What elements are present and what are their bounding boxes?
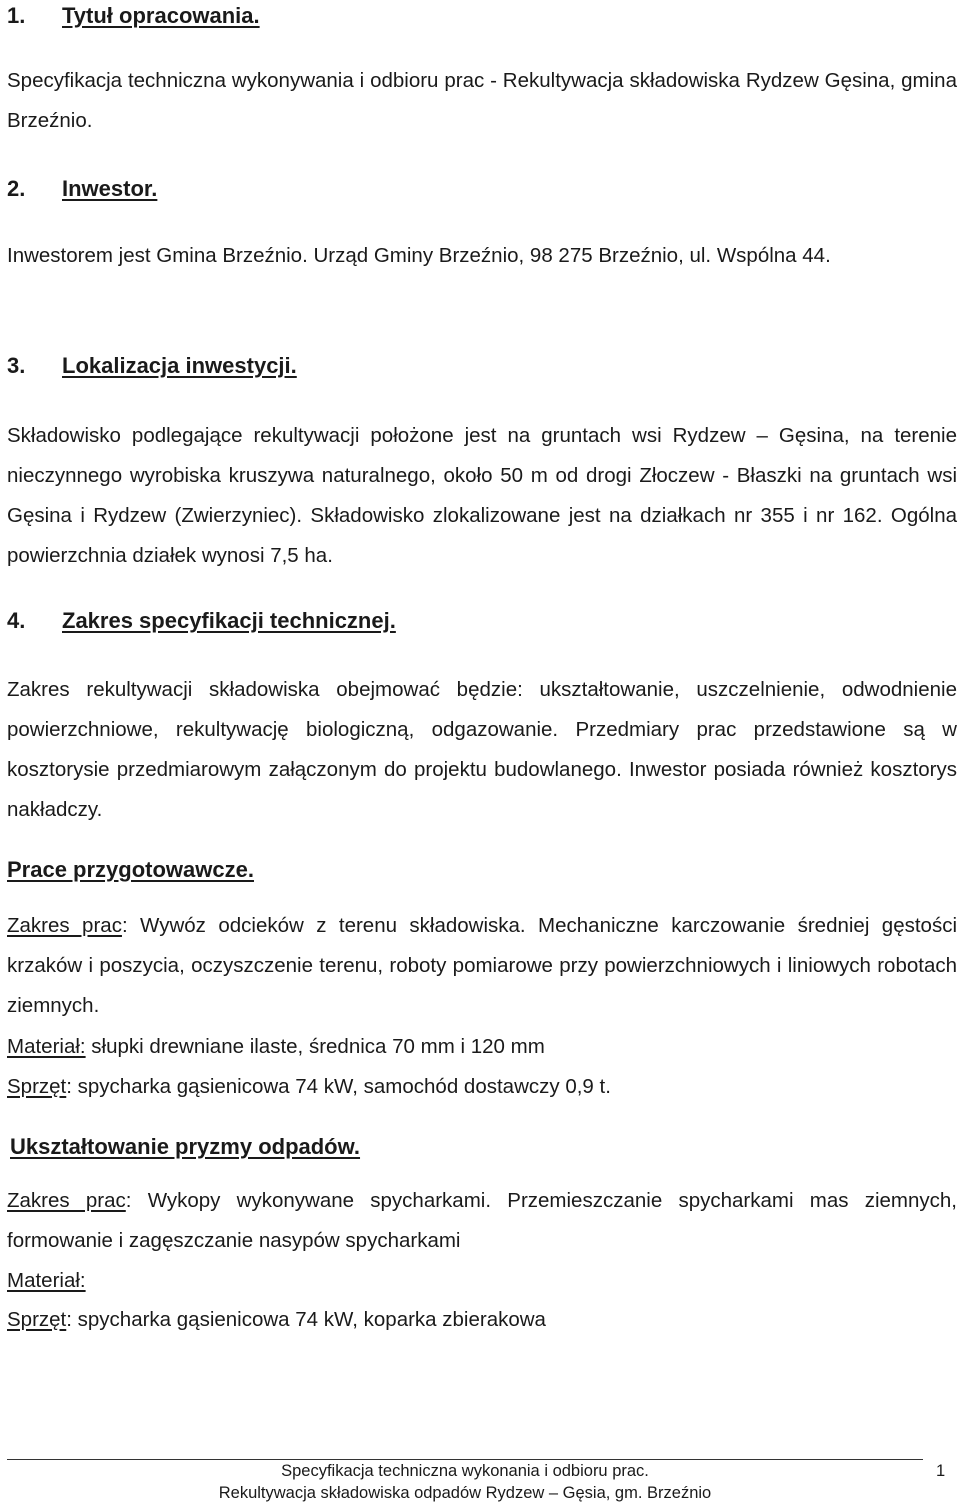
section-1-heading [7,3,957,29]
section-3-heading [7,353,957,379]
section-number: 1. [7,3,26,28]
section-title: Zakres specyfikacji technicznej. [62,608,396,633]
prep-works-title: Prace przygotowawcze. [7,857,254,882]
equipment-text: : spycharka gąsienicowa 74 kW, samochód dostawczy 0,9 t. [66,1075,611,1098]
prep-equipment [7,1067,957,1107]
footer-line-1: Specyfikacja techniczna wykonania i odbioru prac. [281,1462,649,1480]
section-title: Inwestor. [62,176,158,201]
material-label: Materiał: [7,1269,86,1292]
page-number: 1 [936,1462,946,1480]
section-title: Lokalizacja inwestycji. [62,353,297,378]
section-number: 4. [7,608,26,633]
scope-label: Zakres prac [7,1189,126,1212]
section-number: 3. [7,353,26,378]
material-label: Materiał: [7,1035,86,1058]
scope-label: Zakres prac [7,914,122,937]
scope-text: : Wywóz odcieków z terenu składowiska. Mechaniczne karczowanie średniej gęstości krzaków i poszycia, oczyszczenie terenu, roboty pomiarowe przy powierzchniowych i liniowych robotach ziemnych. [7,914,957,1017]
section-number: 2. [7,176,26,201]
section-title: Tytuł opracowania. [62,3,260,28]
section-2-heading [7,176,957,202]
shaping-material [7,1261,957,1301]
prep-works-heading [7,857,957,883]
section-4-heading [7,608,957,634]
shaping-title: Ukształtowanie pryzmy odpadów. [10,1134,361,1159]
section-2-text: Inwestorem jest Gmina Brzeźnio. Urząd Gminy Brzeźnio, 98 275 Brzeźnio, ul. Wspólna 44. [7,244,831,267]
scope-text: : Wykopy wykonywane spycharkami. Przemieszczanie spycharkami mas ziemnych, formowanie i zagęszczanie nasypów spycharkami [7,1189,958,1252]
prep-material [7,1027,957,1067]
page-footer [7,1460,923,1504]
footer-line-2: Rekultywacja składowiska odpadów Rydzew – Gęsia, gm. Brzeźnio [218,1484,712,1502]
section-3-text: Składowisko podlegające rekultywacji położone jest na gruntach wsi Rydzew – Gęsina, na terenie nieczynnego wyrobiska kruszywa naturalnego, około 50 m od drogi Złoczew - Błaszki na gruntach wsi Gęsina i Rydzew (Zwierzyniec). Składowisko zlokalizowane jest na działkach nr 355 i nr 162. Ogólna powierzchnia działek wynosi 7,5 ha. [7,424,957,567]
equipment-label: Sprzęt [7,1308,67,1331]
section-4-text: Zakres rekultywacji składowiska obejmować będzie: ukształtowanie, uszczelnienie, odwodnienie powierzchniowe, rekultywację biologiczną, odgazowanie. Przedmiary prac przedstawione są w kosztorysie przedmiarowym załączonym do projektu budowlanego. Inwestor posiada również kosztorys nakładczy. [7,678,957,821]
equipment-label: Sprzęt [7,1075,67,1098]
equipment-text: : spycharka gąsienicowa 74 kW, koparka zbierakowa [66,1308,546,1331]
shaping-heading [10,1134,960,1160]
shaping-scope [7,1181,957,1261]
shaping-equipment [7,1300,957,1340]
prep-scope [7,906,957,1026]
section-1-text: Specyfikacja techniczna wykonywania i odbioru prac - Rekultywacja składowiska Rydzew Gęsina, gmina Brzeźnio. [7,69,957,132]
material-text: słupki drewniane ilaste, średnica 70 mm i 120 mm [85,1035,545,1058]
